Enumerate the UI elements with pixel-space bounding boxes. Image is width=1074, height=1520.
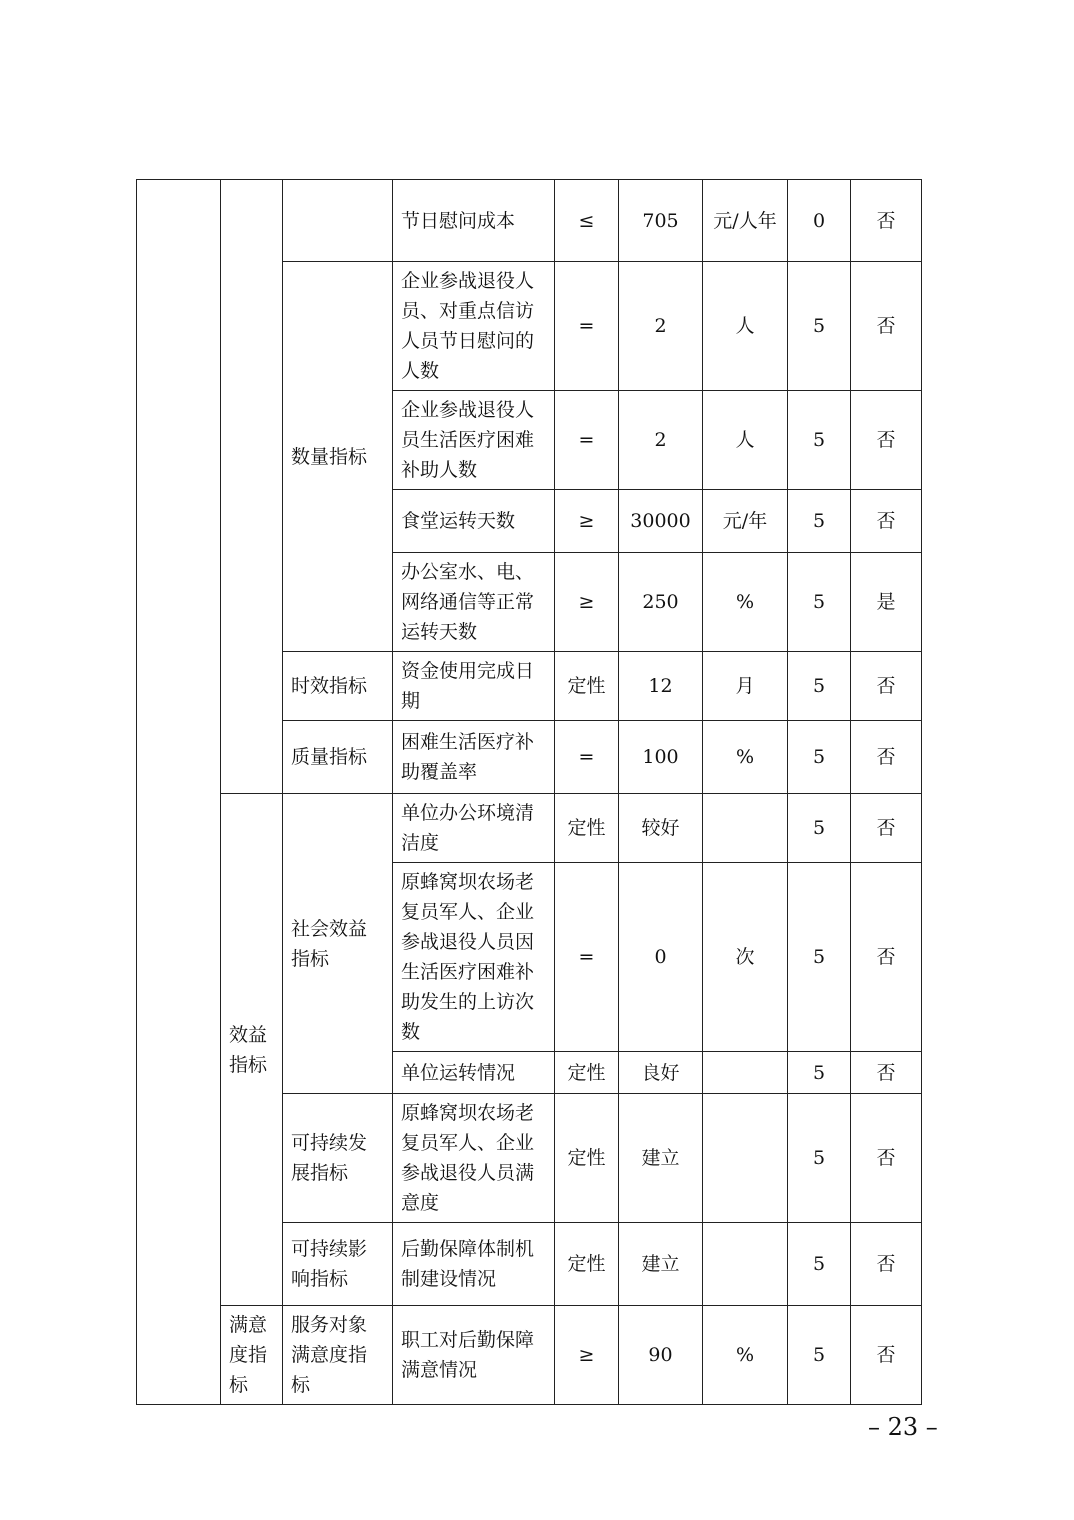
weight-cell: 5	[788, 863, 851, 1052]
value-cell: 建立	[619, 1094, 703, 1223]
performance-indicator-table	[136, 179, 922, 1405]
indicator-cell: 原蜂窝坝农场老复员军人、企业参战退役人员因生活医疗困难补助发生的上访次数	[393, 863, 555, 1052]
value-cell: 建立	[619, 1223, 703, 1306]
unit-cell	[703, 1223, 788, 1306]
page-number: – 23 –	[868, 1413, 938, 1441]
unit-cell	[703, 1052, 788, 1094]
indicator-cell: 后勤保障体制机制建设情况	[393, 1223, 555, 1306]
indicator-cell: 单位办公环境清洁度	[393, 794, 555, 863]
unit-cell: 月	[703, 652, 788, 721]
unit-cell	[703, 794, 788, 863]
indicator-cell: 资金使用完成日期	[393, 652, 555, 721]
unit-cell: 人	[703, 391, 788, 490]
weight-cell: 5	[788, 652, 851, 721]
flag-cell: 否	[851, 391, 922, 490]
flag-cell: 否	[851, 180, 922, 262]
weight-cell: 5	[788, 1094, 851, 1223]
level3-cell-sustainable-dev: 可持续发展指标	[283, 1094, 393, 1223]
flag-cell: 否	[851, 1052, 922, 1094]
operator-cell: ≥	[555, 1306, 619, 1405]
value-cell: 较好	[619, 794, 703, 863]
value-cell: 90	[619, 1306, 703, 1405]
operator-cell: 定性	[555, 794, 619, 863]
level1-cell	[137, 180, 221, 1405]
unit-cell: 次	[703, 863, 788, 1052]
value-cell: 2	[619, 391, 703, 490]
value-cell: 705	[619, 180, 703, 262]
weight-cell: 5	[788, 794, 851, 863]
indicator-cell: 单位运转情况	[393, 1052, 555, 1094]
indicator-cell: 企业参战退役人员、对重点信访人员节日慰问的人数	[393, 262, 555, 391]
value-cell: 0	[619, 863, 703, 1052]
level3-cell-timeliness: 时效指标	[283, 652, 393, 721]
flag-cell: 否	[851, 1094, 922, 1223]
operator-cell: 定性	[555, 1052, 619, 1094]
weight-cell: 5	[788, 1223, 851, 1306]
operator-cell: 定性	[555, 652, 619, 721]
operator-cell: =	[555, 262, 619, 391]
unit-cell	[703, 1094, 788, 1223]
operator-cell: 定性	[555, 1094, 619, 1223]
unit-cell: 人	[703, 262, 788, 391]
weight-cell: 5	[788, 391, 851, 490]
weight-cell: 5	[788, 1052, 851, 1094]
operator-cell: =	[555, 391, 619, 490]
level2-cell-benefit: 效益指标	[221, 794, 283, 1306]
table-row	[137, 794, 922, 863]
level3-cell-service-satisfaction: 服务对象满意度指标	[283, 1306, 393, 1405]
operator-cell: 定性	[555, 1223, 619, 1306]
flag-cell: 否	[851, 490, 922, 553]
unit-cell: %	[703, 1306, 788, 1405]
weight-cell: 5	[788, 553, 851, 652]
indicator-cell: 节日慰问成本	[393, 180, 555, 262]
flag-cell: 否	[851, 863, 922, 1052]
operator-cell: =	[555, 721, 619, 794]
value-cell: 100	[619, 721, 703, 794]
weight-cell: 5	[788, 721, 851, 794]
flag-cell: 否	[851, 262, 922, 391]
table-row	[137, 1306, 922, 1405]
flag-cell: 否	[851, 721, 922, 794]
level3-cell-sustainable-impact: 可持续影响指标	[283, 1223, 393, 1306]
value-cell: 30000	[619, 490, 703, 553]
weight-cell: 0	[788, 180, 851, 262]
flag-cell: 否	[851, 1306, 922, 1405]
flag-cell: 否	[851, 794, 922, 863]
value-cell: 2	[619, 262, 703, 391]
operator-cell: =	[555, 863, 619, 1052]
flag-cell: 否	[851, 1223, 922, 1306]
indicator-cell: 办公室水、电、网络通信等正常运转天数	[393, 553, 555, 652]
flag-cell: 是	[851, 553, 922, 652]
weight-cell: 5	[788, 262, 851, 391]
unit-cell: 元/年	[703, 490, 788, 553]
weight-cell: 5	[788, 1306, 851, 1405]
value-cell: 良好	[619, 1052, 703, 1094]
value-cell: 12	[619, 652, 703, 721]
unit-cell: %	[703, 721, 788, 794]
indicator-cell: 企业参战退役人员生活医疗困难补助人数	[393, 391, 555, 490]
level3-cell-quantity: 数量指标	[283, 262, 393, 652]
indicator-cell: 困难生活医疗补助覆盖率	[393, 721, 555, 794]
level3-cell-social: 社会效益指标	[283, 794, 393, 1094]
value-cell: 250	[619, 553, 703, 652]
unit-cell: 元/人年	[703, 180, 788, 262]
level3-cell-quality: 质量指标	[283, 721, 393, 794]
indicator-cell: 原蜂窝坝农场老复员军人、企业参战退役人员满意度	[393, 1094, 555, 1223]
unit-cell: %	[703, 553, 788, 652]
level3-cell-cost	[283, 180, 393, 262]
level2-cell-output	[221, 180, 283, 794]
level2-cell-satisfaction: 满意度指标	[221, 1306, 283, 1405]
indicator-cell: 职工对后勤保障满意情况	[393, 1306, 555, 1405]
flag-cell: 否	[851, 652, 922, 721]
operator-cell: ≤	[555, 180, 619, 262]
operator-cell: ≥	[555, 490, 619, 553]
indicator-cell: 食堂运转天数	[393, 490, 555, 553]
table-row	[137, 180, 922, 262]
operator-cell: ≥	[555, 553, 619, 652]
weight-cell: 5	[788, 490, 851, 553]
